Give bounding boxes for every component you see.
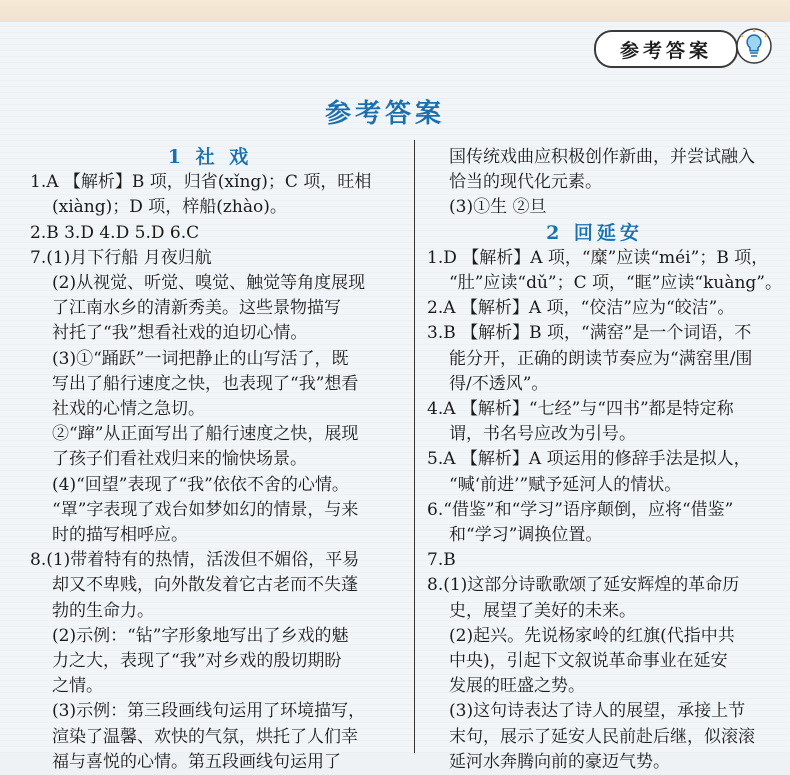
top-band <box>0 0 790 22</box>
answer-line: 写出了船行速度之快，也表现了“我”想看 <box>52 373 359 394</box>
answer-line: 6.“借鉴”和“学习”语序颠倒，应将“借鉴” <box>427 499 734 520</box>
column-divider <box>414 140 415 753</box>
answer-line: 末句，展示了延安人民前赴后继，似滚滚 <box>449 726 755 747</box>
answer-line: 渲染了温馨、欢快的气氛，烘托了人们幸 <box>52 726 358 747</box>
answer-line: 和“学习”调换位置。 <box>449 525 603 546</box>
answer-line: 8.(1)带着特有的热情，活泼但不媚俗，平易 <box>30 550 360 571</box>
answer-line: 8.(1)这部分诗歌歌颂了延安辉煌的革命历 <box>427 575 740 596</box>
section-title-1: 1 社 戏 <box>167 146 253 168</box>
answer-line: 得/不透风”。 <box>449 373 549 394</box>
answer-line: 社戏的心情之急切。 <box>52 399 205 420</box>
answer-line: 5.A 【解析】A 项运用的修辞手法是拟人， <box>427 449 751 470</box>
answer-line: 发展的旺盛之势。 <box>449 676 585 697</box>
answer-line: 衬托了“我”想看社戏的迫切心情。 <box>52 323 308 344</box>
answer-line: 1.A 【解析】B 项，归省(xǐng)；C 项，旺相 <box>30 172 372 193</box>
answer-line: ②“蹿”从正面写出了船行速度之快，展现 <box>52 424 359 445</box>
answer-line: (2)示例：“钻”字形象地写出了乡戏的魅 <box>52 625 349 646</box>
answer-line: 国传统戏曲应积极创作新曲，并尝试融入 <box>449 147 755 167</box>
answer-line: 7.(1)月下行船 月夜归航 <box>30 247 212 268</box>
answer-line: 延河水奔腾向前的豪迈气势。 <box>449 751 670 772</box>
left-answer-lines <box>30 170 390 775</box>
section-title-2: 2 回延安 <box>546 221 643 244</box>
answer-line: “喊‘前进’”赋予延河人的情状。 <box>449 474 682 495</box>
answer-line: (3)①“踊跃”一词把静止的山写活了，既 <box>52 348 349 369</box>
answer-line: (3)这句诗表达了诗人的展望，承接上节 <box>449 701 746 722</box>
answer-line: (3)①生 ②旦 <box>449 197 547 218</box>
answer-line: 却又不卑贱，向外散发着它古老而不失蓬 <box>52 575 358 596</box>
answer-line: 能分开，正确的朗读节奏应为“满窑里/围 <box>449 348 753 369</box>
answer-line: (2)从视觉、听觉、嗅觉、触觉等角度展现 <box>52 273 366 294</box>
left-column <box>30 145 390 775</box>
answer-line: (3)示例：第三段画线句运用了环境描写， <box>52 701 366 722</box>
answer-line: 之情。 <box>52 676 103 697</box>
answer-line: 谓，书名号应改为引号。 <box>449 424 636 445</box>
answer-line: (xiàng)；D 项，梓船(zhào)。 <box>52 197 287 218</box>
answer-line: 时的描写相呼应。 <box>52 525 188 546</box>
answer-line: 1.D 【解析】A 项，“糜”应读“méi”；B 项， <box>427 247 769 268</box>
answer-line: 2.B 3.D 4.D 5.D 6.C <box>30 222 200 243</box>
answer-line: 4.A 【解析】“七经”与“四书”都是特定称 <box>427 399 734 420</box>
answer-line: (4)“回望”表现了“我”依依不舍的心情。 <box>52 474 349 495</box>
right-answer-lines <box>427 246 782 775</box>
right-column <box>427 145 782 775</box>
answer-line: (2)起兴。先说杨家岭的红旗(代指中共 <box>449 625 735 646</box>
answer-line: 勃的生命力。 <box>52 600 154 621</box>
lightbulb-icon <box>734 26 774 66</box>
answer-line: 了孩子们看社戏归来的愉快场景。 <box>52 449 307 470</box>
answer-line: 3.B 【解析】B 项，“满窑”是一个词语，不 <box>427 323 752 344</box>
right-answer-lines-continued <box>427 145 762 221</box>
answer-line: “罩”字表现了戏台如梦如幻的情景，与来 <box>52 499 359 520</box>
answer-line: 7.B <box>427 550 456 571</box>
answer-line: 中央)，引起下文叙说革命事业在延安 <box>449 651 728 672</box>
page-title: 参考答案 <box>324 99 445 129</box>
answer-line: 力之大，表现了“我”对乡戏的殷切期盼 <box>52 651 342 672</box>
answer-line: “肚”应读“dǔ”；C 项，“眶”应读“kuàng”。 <box>449 273 782 294</box>
answer-line: 了江南水乡的清新秀美。这些景物描写 <box>52 298 341 319</box>
answer-line: 福与喜悦的心情。第五段画线句运用了 <box>52 751 341 772</box>
answer-line: 史，展望了美好的未来。 <box>449 600 636 621</box>
header-label: 参考答案 <box>594 30 738 68</box>
answer-line: 2.A 【解析】A 项，“佼洁”应为“皎洁”。 <box>427 298 735 319</box>
answer-line: 恰当的现代化元素。 <box>449 172 602 193</box>
